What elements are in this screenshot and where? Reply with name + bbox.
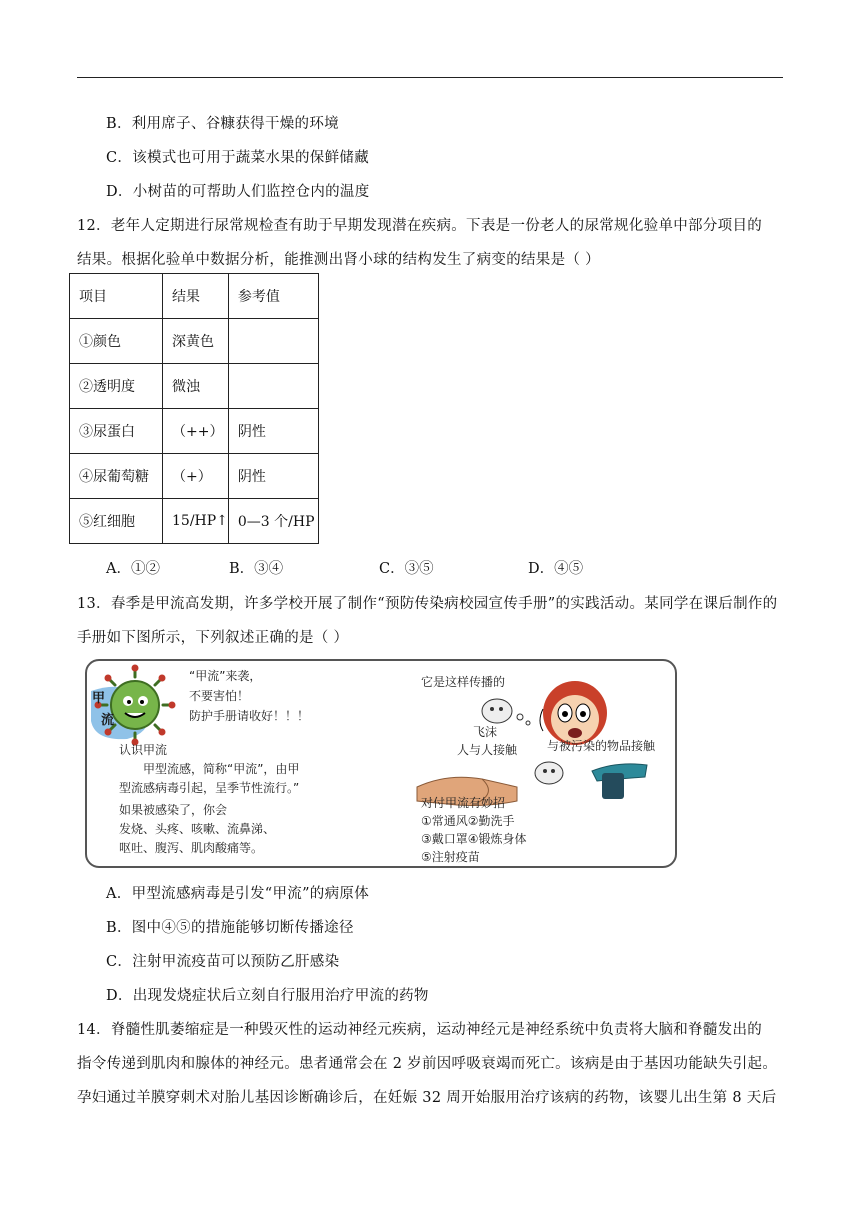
table-row: [70, 364, 319, 409]
poster-badge-char-1: 甲: [92, 691, 106, 706]
poster-spread-object: 与被污染的物品接触: [547, 739, 656, 753]
q12-stem-line1: 12．老年人定期进行尿常规检查有助于早期发现潜在疾病。下表是一份老人的尿常规化验单中部分项目的: [77, 218, 763, 234]
table-cell: [228, 364, 318, 409]
flu-prevention-poster: [85, 659, 677, 868]
q12-choice-b: B．③④: [229, 561, 284, 577]
urine-test-table: [69, 273, 319, 544]
table-row: [70, 499, 319, 544]
q11-option-c: C．该模式也可用于蔬菜水果的保鲜储藏: [106, 150, 369, 166]
poster-symptom-line-3: 呕吐、腹泻、肌肉酸痛等。: [119, 841, 264, 855]
poster-tips-line-2: ③戴口罩④锻炼身体: [421, 832, 527, 846]
q11-option-d: D．小树苗的可帮助人们监控仓内的温度: [106, 184, 370, 200]
table-cell: 阴性: [228, 409, 318, 454]
table-cell: ②透明度: [70, 364, 163, 409]
q14-stem-line2: 指令传递到肌肉和腺体的神经元。患者通常会在 2 岁前因呼吸衰竭而死亡。该病是由于基因功能缺失引起。: [77, 1056, 778, 1072]
table-cell: 阴性: [228, 454, 318, 499]
table-header-cell: 结果: [163, 274, 229, 319]
poster-know-line-2: 型流感病毒引起，呈季节性流行。”: [119, 781, 300, 795]
table-cell: ③尿蛋白: [70, 409, 163, 454]
q13-option-d: D．出现发烧症状后立刻自行服用治疗甲流的药物: [106, 988, 429, 1004]
poster-intro-3: 防护手册请收好！！！: [189, 709, 310, 723]
table-cell: 微浊: [163, 364, 229, 409]
table-header-cell: 参考值: [228, 274, 318, 319]
table-cell: ④尿葡萄糖: [70, 454, 163, 499]
table-row: [70, 319, 319, 364]
q11-option-b: B．利用席子、谷糠获得干燥的环境: [106, 116, 339, 132]
q13-option-a: A．甲型流感病毒是引发“甲流”的病原体: [106, 886, 369, 902]
table-cell: 0—3 个/HP: [228, 499, 318, 544]
q13-option-c: C．注射甲流疫苗可以预防乙肝感染: [106, 954, 340, 970]
q13-stem-line1: 13．春季是甲流高发期，许多学校开展了制作“预防传染病校园宣传手册”的实践活动。某同学在课后制作的: [77, 596, 778, 612]
table-cell: 15/HP↑: [163, 499, 229, 544]
table-cell: ①颜色: [70, 319, 163, 364]
poster-know-title: 认识甲流: [119, 743, 168, 757]
poster-symptom-line-2: 发烧、头疼、咳嗽、流鼻涕、: [119, 822, 276, 836]
q12-choice-c: C．③⑤: [379, 561, 434, 577]
poster-tips-title: 对付甲流有妙招: [421, 796, 506, 810]
poster-spread-droplet: 飞沫: [473, 725, 498, 739]
table-cell: [228, 319, 318, 364]
virus-icon: [95, 665, 176, 746]
poster-know-line-1: 甲型流感，简称“甲流”，由甲: [143, 762, 300, 776]
contaminated-object-icon: [592, 764, 647, 799]
sneezing-face-icon: [540, 681, 607, 745]
q14-stem-line1: 14．脊髓性肌萎缩症是一种毁灭性的运动神经元疾病，运动神经元是神经系统中负责将大脑和脊髓发出的: [77, 1022, 763, 1038]
table-cell: ⑤红细胞: [70, 499, 163, 544]
table-row: [70, 454, 319, 499]
table-header-row: [70, 274, 319, 319]
header-rule: [77, 77, 783, 78]
table-cell: （+）: [163, 454, 229, 499]
poster-badge-char-2: 流: [101, 713, 115, 728]
droplet-bubble-icon: [482, 699, 530, 725]
q13-stem-line2: 手册如下图所示，下列叙述正确的是（ ）: [77, 630, 349, 646]
q12-choice-a: A．①②: [106, 561, 160, 577]
table-cell: （++）: [163, 409, 229, 454]
poster-spread-title: 它是这样传播的: [421, 675, 506, 689]
poster-tips-line-3: ⑤注射疫苗: [421, 850, 480, 864]
table-cell: 深黄色: [163, 319, 229, 364]
q14-stem-line3: 孕妇通过羊膜穿刺术对胎儿基因诊断确诊后，在妊娠 32 周开始服用治疗该病的药物，该婴儿出生第 8 天后: [77, 1090, 777, 1106]
poster-tips-line-1: ①常通风②勤洗手: [421, 814, 515, 828]
table-header-cell: 项目: [70, 274, 163, 319]
virus-bubble-icon: [535, 762, 563, 784]
poster-spread-person: 人与人接触: [457, 743, 518, 757]
table-row: [70, 409, 319, 454]
poster-symptom-line-1: 如果被感染了，你会: [119, 803, 228, 817]
q13-option-b: B．图中④⑤的措施能够切断传播途径: [106, 920, 354, 936]
q12-stem-line2: 结果。根据化验单中数据分析，能推测出肾小球的结构发生了病变的结果是（ ）: [77, 252, 600, 268]
poster-intro-2: 不要害怕！: [189, 689, 250, 703]
poster-intro-1: “甲流”来袭，: [189, 669, 262, 683]
q12-choice-d: D．④⑤: [528, 561, 584, 577]
